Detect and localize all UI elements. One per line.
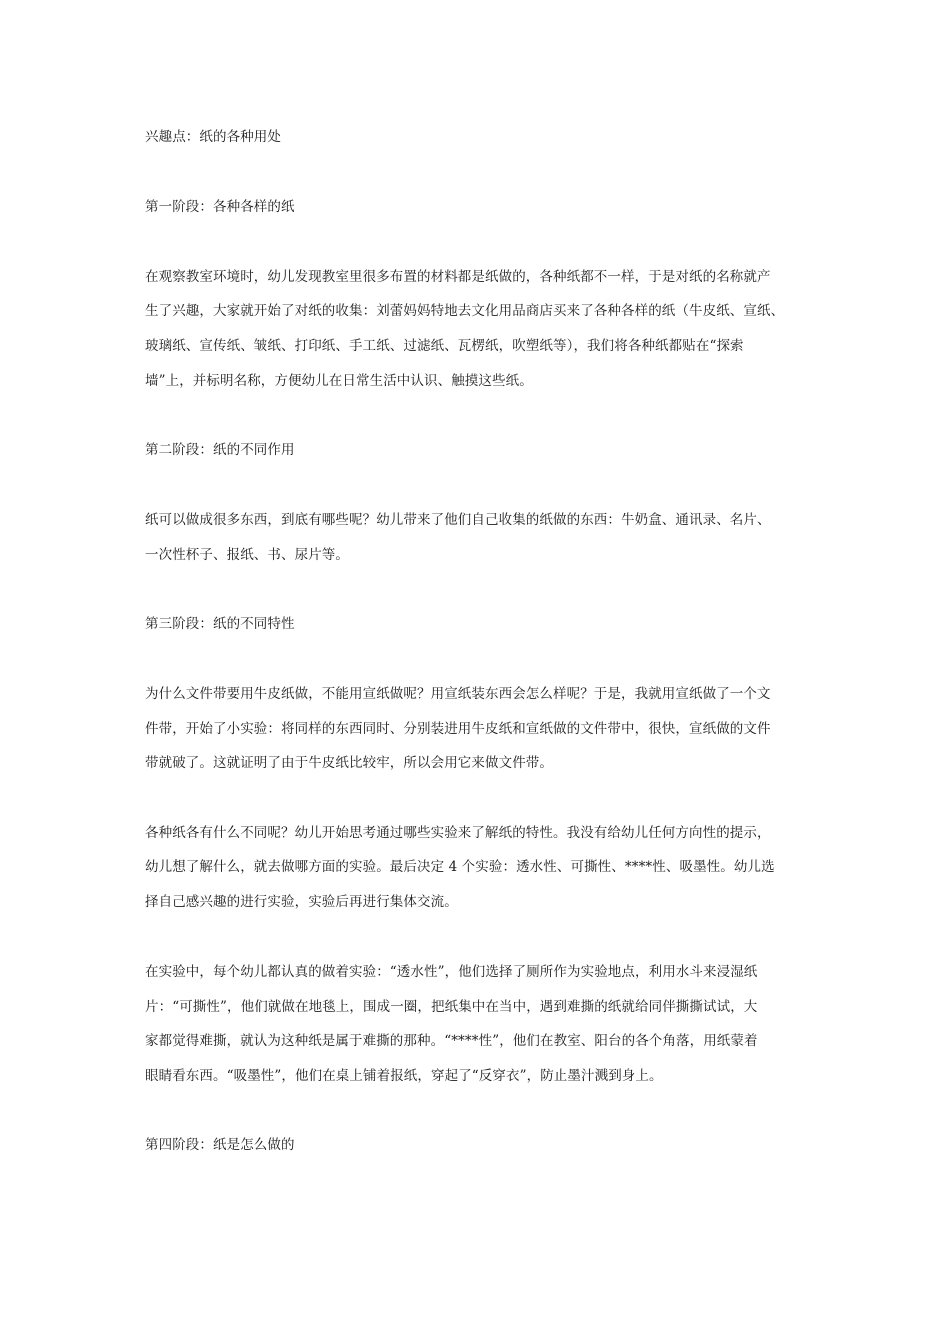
interest-point-heading: 兴趣点：纸的各种用处 — [145, 129, 281, 145]
paragraph-line: 玻璃纸、宣传纸、皱纸、打印纸、手工纸、过滤纸、瓦楞纸，吹塑纸等），我们将各种纸都贴在“探索 — [145, 338, 744, 354]
stage2-heading: 第二阶段：纸的不同作用 — [145, 442, 295, 458]
paragraph-line: 一次性杯子、报纸、书、尿片等。 — [145, 547, 349, 563]
paragraph-line: 带就破了。这就证明了由于牛皮纸比较牢，所以会用它来做文件带。 — [145, 755, 553, 771]
paragraph-line: 择自己感兴趣的进行实验，实验后再进行集体交流。 — [145, 894, 458, 910]
paragraph-line: 件带，开始了小实验：将同样的东西同时、分别装进用牛皮纸和宣纸做的文件带中，很快，宣纸做的文件 — [145, 721, 771, 737]
paragraph-line: 墙”上，并标明名称，方便幼儿在日常生活中认识、触摸这些纸。 — [145, 373, 533, 389]
paragraph-line: 幼儿想了解什么，就去做哪方面的实验。最后决定 4 个实验：透水性、可撕性、****性、吸墨性。幼儿选 — [145, 859, 775, 875]
stage4-heading: 第四阶段：纸是怎么做的 — [145, 1137, 295, 1153]
paragraph-line: 在观察教室环境时，幼儿发现教室里很多布置的材料都是纸做的，各种纸都不一样，于是对纸的名称就产 — [145, 269, 771, 285]
paragraph-line: 纸可以做成很多东西，到底有哪些呢？幼儿带来了他们自己收集的纸做的东西：牛奶盒、通讯录、名片、 — [145, 512, 771, 528]
paragraph-line: 家都觉得难撕，就认为这种纸是属于难撕的那种。“****性”，他们在教室、阳台的各个角落，用纸蒙着 — [145, 1033, 758, 1049]
paragraph-line: 生了兴趣，大家就开始了对纸的收集：刘蕾妈妈特地去文化用品商店买来了各种各样的纸（牛皮纸、宣纸、 — [145, 303, 785, 319]
stage3-heading: 第三阶段：纸的不同特性 — [145, 616, 295, 632]
paragraph-line: 片：“可撕性”，他们就做在地毯上，围成一圈，把纸集中在当中，遇到难撕的纸就给同伴撕撕试试，大 — [145, 999, 758, 1015]
paragraph-line: 各种纸各有什么不同呢？幼儿开始思考通过哪些实验来了解纸的特性。我没有给幼儿任何方向性的提示， — [145, 825, 771, 841]
stage1-heading: 第一阶段：各种各样的纸 — [145, 199, 295, 215]
paragraph-line: 眼睛看东西。“吸墨性”，他们在桌上铺着报纸，穿起了“反穿衣”，防止墨汁溅到身上。 — [145, 1068, 663, 1084]
paragraph-line: 在实验中，每个幼儿都认真的做着实验：“透水性”，他们选择了厕所作为实验地点，利用水斗来浸湿纸 — [145, 964, 758, 980]
paragraph-line: 为什么文件带要用牛皮纸做，不能用宣纸做呢？用宣纸装东西会怎么样呢？于是，我就用宣纸做了一个文 — [145, 686, 771, 702]
